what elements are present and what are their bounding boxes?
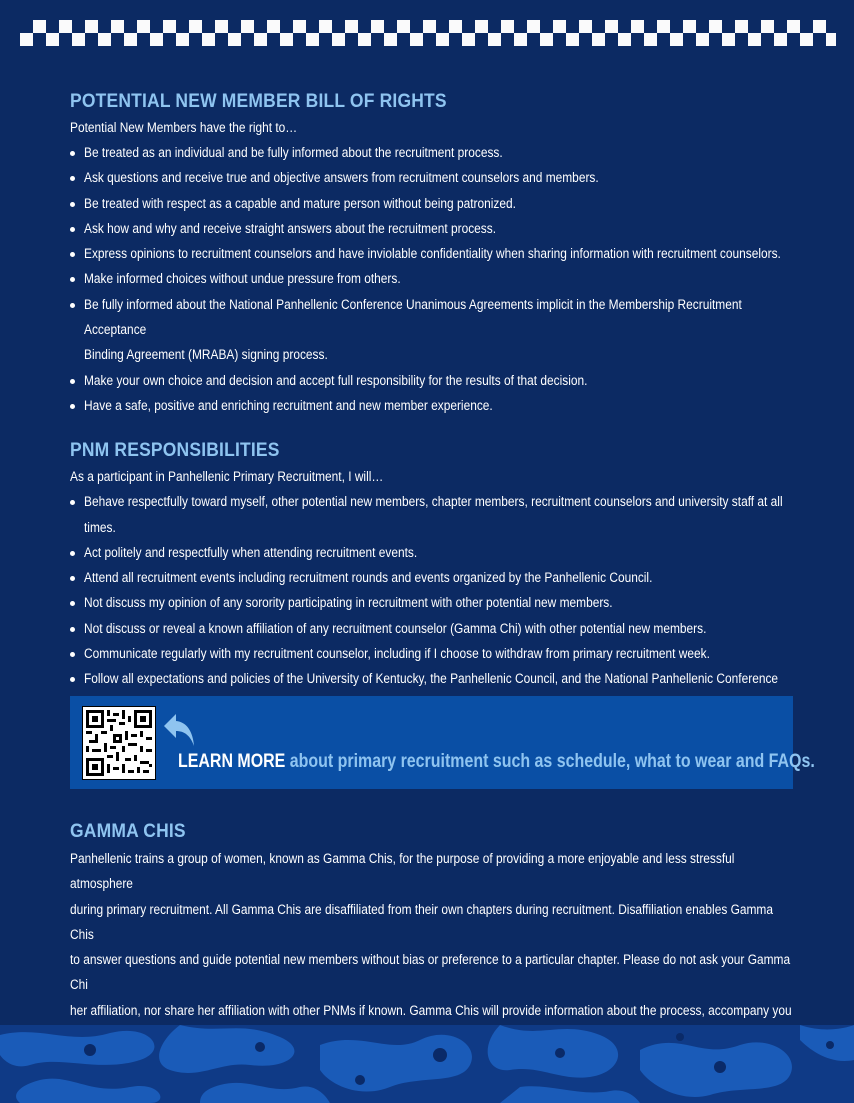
learn-more-banner[interactable] bbox=[70, 696, 815, 789]
paragraph-line: Panhellenic trains a group of women, known as Gamma Chis, for the purpose of providing a more enjoyable and less stressful atmosphere bbox=[70, 851, 735, 893]
responsibilities-heading: PNM RESPONSIBILITIES bbox=[70, 440, 280, 462]
learn-more-description: about primary recruitment such as schedule, what to wear and FAQs. bbox=[285, 751, 815, 772]
list-item: Not discuss or reveal a known affiliation of any recruitment counselor (Gamma Chi) with other potential new members. bbox=[70, 617, 800, 642]
bill-of-rights-heading: POTENTIAL NEW MEMBER BILL OF RIGHTS bbox=[70, 91, 447, 112]
learn-more-text[interactable] bbox=[178, 751, 815, 773]
list-item: Behave respectfully toward myself, other potential new members, chapter members, recruitment counselors and university staff at all times. bbox=[70, 490, 800, 541]
gamma-chis-heading: GAMMA CHIS bbox=[70, 821, 186, 842]
learn-more-lead: LEARN MORE bbox=[178, 751, 286, 772]
paragraph-line: her affiliation, nor share her affiliation with other PNMs if known. Gamma Chis will provide information about the process, accompany you bbox=[70, 1002, 792, 1019]
list-item: Attend all recruitment events including recruitment rounds and events organized by the Panhellenic Council. bbox=[70, 566, 800, 591]
list-item: Be treated as an individual and be fully informed about the recruitment process. bbox=[70, 141, 800, 166]
list-item: Ask how and why and receive straight answers about the recruitment process. bbox=[70, 217, 800, 242]
list-item: Make informed choices without undue pressure from others. bbox=[70, 267, 800, 292]
list-item: Have a safe, positive and enriching recruitment and new member experience. bbox=[70, 394, 800, 419]
camouflage-pattern-footer bbox=[0, 1025, 854, 1103]
reply-arrow-icon bbox=[162, 710, 198, 752]
list-item: Be treated with respect as a capable and mature person without being patronized. bbox=[70, 192, 800, 217]
list-item-continuation: Binding Agreement (MRABA) signing process. bbox=[84, 347, 328, 364]
checkered-border bbox=[20, 20, 836, 46]
list-item: Not discuss my opinion of any sorority participating in recruitment with other potential new members. bbox=[70, 591, 800, 616]
list-item: Be fully informed about the National Panhellenic Conference Unanimous Agreements implicit in the Membership Recruitment Acceptance bbox=[70, 293, 800, 344]
qr-code[interactable] bbox=[82, 706, 156, 780]
list-item: Ask questions and receive true and objective answers from recruitment counselors and members. bbox=[70, 166, 800, 191]
list-item: Express opinions to recruitment counselors and have inviolable confidentiality when sharing information with recruitment counselors. bbox=[70, 242, 800, 267]
main-content bbox=[70, 90, 800, 743]
bill-of-rights-intro: Potential New Members have the right to… bbox=[70, 120, 298, 136]
list-item: Act politely and respectfully when attending recruitment events. bbox=[70, 541, 800, 566]
list-item: Communicate regularly with my recruitment counselor, including if I choose to withdraw from primary recruitment week. bbox=[70, 642, 800, 667]
paragraph-line: to answer questions and guide potential new members without bias or preference to a particular chapter. Please do not ask your Gamma Chi bbox=[70, 952, 791, 994]
list-item: Make your own choice and decision and accept full responsibility for the results of that decision. bbox=[70, 369, 800, 394]
bill-of-rights-list bbox=[70, 141, 800, 419]
list-item: Follow all expectations and policies of the University of Kentucky, the Panhellenic Council, and the National Panhellenic Conference bbox=[70, 667, 800, 718]
responsibilities-intro: As a participant in Panhellenic Primary Recruitment, I will… bbox=[70, 469, 384, 486]
paragraph-line: during primary recruitment. All Gamma Chis are disaffiliated from their own chapters during recruitment. Disaffiliation enables Gamma Chis bbox=[70, 901, 773, 943]
